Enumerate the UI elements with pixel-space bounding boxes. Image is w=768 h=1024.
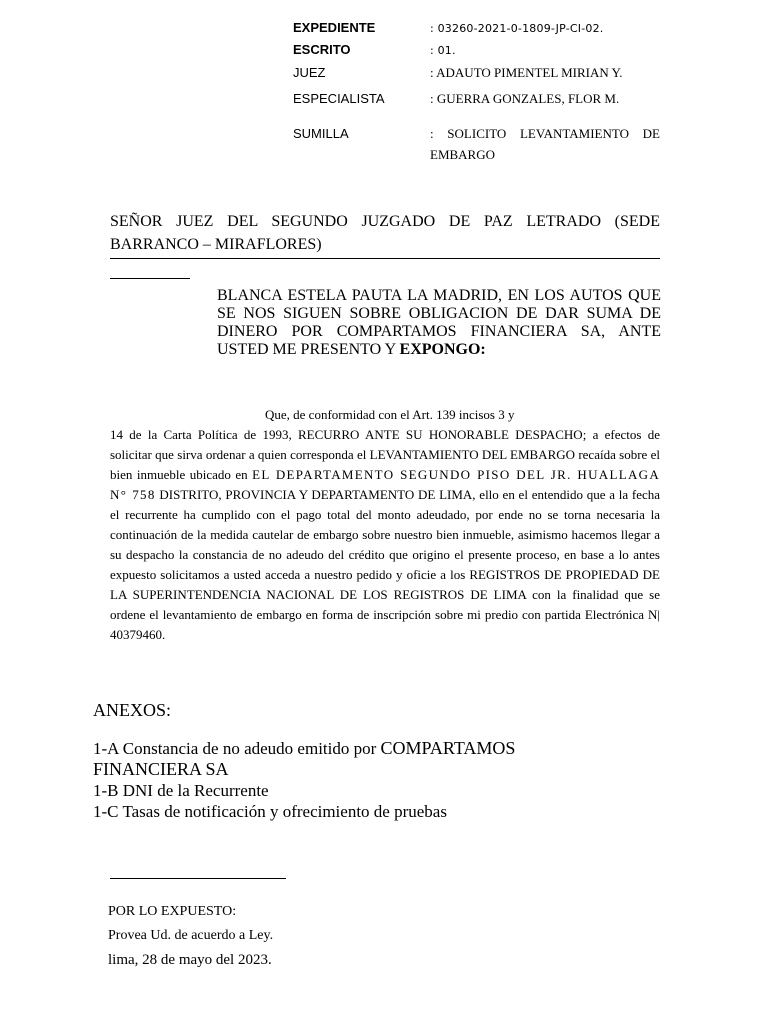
anexo-b: 1-B DNI de la Recurrente: [93, 781, 269, 800]
anexos-list: [93, 738, 553, 822]
juez-value: : ADAUTO PIMENTEL MIRIAN Y.: [430, 65, 623, 80]
closing-line-1: POR LO EXPUESTO:: [108, 904, 237, 919]
separator-line: [110, 278, 190, 279]
escrito-value: : 01.: [430, 44, 456, 57]
signature-separator-line: [110, 878, 286, 879]
addressee: SEÑOR JUEZ DEL SEGUNDO JUZGADO DE PAZ LETRADO (SEDE BARRANCO – MIRAFLORES): [110, 210, 660, 259]
body-address-caps: EL DEPARTAMENTO SEGUNDO PISO DEL JR. HUALLAGA N° 758: [110, 467, 661, 502]
closing-block: [108, 900, 273, 972]
closing-date: lima, 28 de mayo del 2023.: [108, 952, 272, 968]
body-text-1: 14 de la Carta Política de 1993, RECURRO ANTE SU HONORABLE DESPACHO; a efectos de solicitar que sirva ordenar a quien corresponda el LEVANTAMIENTO DEL EMBARGO recaída sobre el bien inmueble ubicado en: [110, 427, 660, 482]
anexos-title: ANEXOS:: [93, 700, 172, 720]
anexo-a-company: COMPARTAMOS FINANCIERA SA: [93, 738, 516, 779]
juez-label: JUEZ: [293, 65, 326, 80]
closing-line-2: Provea Ud. de acuerdo a Ley.: [108, 928, 274, 943]
intro-main: BLANCA ESTELA PAUTA LA MADRID, EN LOS AUTOS QUE SE NOS SIGUEN SOBRE OBLIGACION DE DAR SUMA DE DINERO POR COMPARTAMOS FINANCIERA SA, ANTE USTED ME PRESENTO Y: [217, 287, 661, 358]
intro-paragraph: [217, 287, 661, 359]
intro-tail: EXPONGO:: [399, 341, 486, 358]
sumilla-label: SUMILLA: [293, 126, 349, 141]
sumilla-value: : SOLICITO LEVANTAMIENTO DE EMBARGO: [430, 126, 660, 162]
expediente-label: EXPEDIENTE: [293, 20, 376, 35]
body-text-2: DISTRITO, PROVINCIA Y DEPARTAMENTO DE LIMA, ello en el entendido que a la fecha el recurrente ha cumplido con el pago total del monto adeudado, por ende no se torna necesaria la continuación de la medida cautelar de embargo sobre nuestro bien inmueble, asimismo hacemos llegar a su despacho la constancia de no adeudo del crédito que origino el presente proceso, en base a lo antes expuesto solicitamos a usted acceda a nuestro pedido y oficie a los REGISTROS DE PROPIEDAD DE LA SUPERINTENDENCIA NACIONAL DE LOS REGISTROS DE LIMA con la finalidad que se ordene el levantamiento de embargo en forma de inscripción sobre mi predio con partida Electrónica N| 40379460.: [110, 487, 661, 642]
especialista-label: ESPECIALISTA: [293, 91, 385, 106]
anexo-c: 1-C Tasas de notificación y ofrecimiento de pruebas: [93, 802, 447, 821]
anexo-a: [93, 738, 553, 780]
body-paragraph: [110, 405, 660, 645]
anexo-a-prefix: 1-A Constancia de no adeudo emitido por: [93, 739, 377, 758]
especialista-value: : GUERRA GONZALES, FLOR M.: [430, 91, 620, 106]
expediente-value: : 03260-2021-0-1809-JP-CI-02.: [430, 22, 604, 35]
body-first-line: Que, de conformidad con el Art. 139 incisos 3 y: [265, 407, 515, 422]
escrito-label: ESCRITO: [293, 42, 351, 57]
